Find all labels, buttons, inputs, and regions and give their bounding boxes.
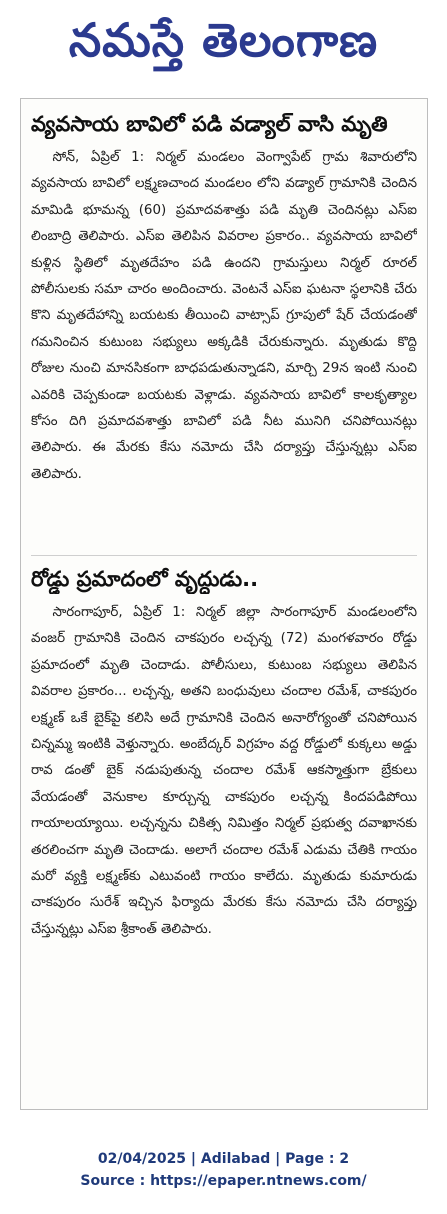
news-clipping xyxy=(20,98,428,1110)
article-2-body: సారంగాపూర్, ఏప్రిల్ 1: నిర్మల్ జిల్లా సారంగాపూర్ మండలంలోని వంజర్ గ్రామానికి చెందిన చాకపురం లచ్చన్న (72) మంగళవారం రోడ్డు ప్రమాదంలో మృతి చెందాడు. పోలీసులు, కుటుంబ సభ్యులు తెలిపిన వివరాల ప్రకారం... లచ్చన్న, అతని బంధువులు చందాల రమేశ్, చాకపురం లక్ష్మణ్ ఒకే బైక్‌పై కలిసి అదే గ్రామానికి చెందిన అనారోగ్యంతో చనిపోయిన చిన్నమ్మ ఇంటికి వెళ్తున్నారు. అంబేద్కర్ విగ్రహం వద్ద రోడ్డులో కుక్కలు అడ్డు రావ డంతో బైక్ నడుపుతున్న చందాల రమేశ్ ఆకస్మాత్తుగా బ్రేకులు వేయడంతో వెనుకాల కూర్చున్న చాకపురం లచ్చన్న కిందపడిపోయి గాయాలయ్యాయి. లచ్చన్నను చికిత్స నిమిత్తం నిర్మల్ ప్రభుత్వ దవాఖానకు తరలించగా మృతి చెందాడు. అలాగే చందాల రమేశ్ ఎడుమ చేతికి గాయం మరో వ్యక్తి లక్ష్మణ్‌కు ఎటువంటి గాయం కాలేదు. మృతుడు కుమారుడు చాకపురం సురేశ్ ఇచ్చిన ఫిర్యాదు మేరకు కేసు నమోదు చేసి దర్యాప్తు చేస్తున్నట్లు ఎస్ఐ శ్రీకాంత్ తెలిపారు. xyxy=(31,605,417,937)
footer xyxy=(0,1148,447,1192)
newspaper-title: నమస్తే తెలంగాణ xyxy=(68,13,379,67)
edition-info: 02/04/2025 | Adilabad | Page : 2 xyxy=(97,1151,350,1167)
masthead xyxy=(0,0,447,92)
article-1-body: సోన్, ఏప్రిల్ 1: నిర్మల్ మండలం వెంగ్వాపేట్ గ్రామ శివారులోని వ్యవసాయ బావిలో లక్ష్మణచాంద మండలం లోని వడ్యాల్ గ్రామానికి చెందిన మామిడి భూమన్న (60) ప్రమాదవశాత్తు పడి మృతి చెందినట్లు ఎస్ఐ లింబాద్రి తెలిపారు. ఎస్ఐ తెలిపిన వివరాల ప్రకారం.. వ్యవసాయ బావిలో కుళ్లిన స్థితిలో మృతదేహం పడి ఉందని గ్రామస్తులు నిర్మల్ రూరల్ పోలీసులకు సమా చారం అందించారు. వెంటనే ఎస్ఐ ఘటనా స్థలానికి చేరు కొని మృతదేహాన్ని బయటకు తీయించి వాట్సాప్ గ్రూపులో షేర్ చేయడంతో గమనించిన కుటుంబ సభ్యులు అక్కడికి చేరుకున్నారు. మృతుడు కొద్ది రోజుల నుంచి మానసికంగా బాధపడుతున్నాడని, మార్చి 29న ఇంటి నుంచి ఎవరికి చెప్పకుండా బయటకు వెళ్లాడు. వ్యవసాయ బావిలో కాలకృత్యాల కోసం దిగి ప్రమాదవశాత్తు బావిలో పడి నీట మునిగి చనిపోయినట్లు తెలిపారు. ఈ మేరకు కేసు నమోదు చేసి దర్యాప్తు చేస్తున్నట్లు ఎస్ఐ తెలిపారు. xyxy=(31,150,417,482)
article-2-headline: రోడ్డు ప్రమాదంలో వృద్ధుడు.. xyxy=(31,567,259,591)
article-divider xyxy=(31,555,417,556)
source-link[interactable]: Source : https://epaper.ntnews.com/ xyxy=(80,1173,367,1189)
article-1-headline: వ్యవసాయ బావిలో పడి వడ్యాల్ వాసి మృతి xyxy=(31,112,388,136)
